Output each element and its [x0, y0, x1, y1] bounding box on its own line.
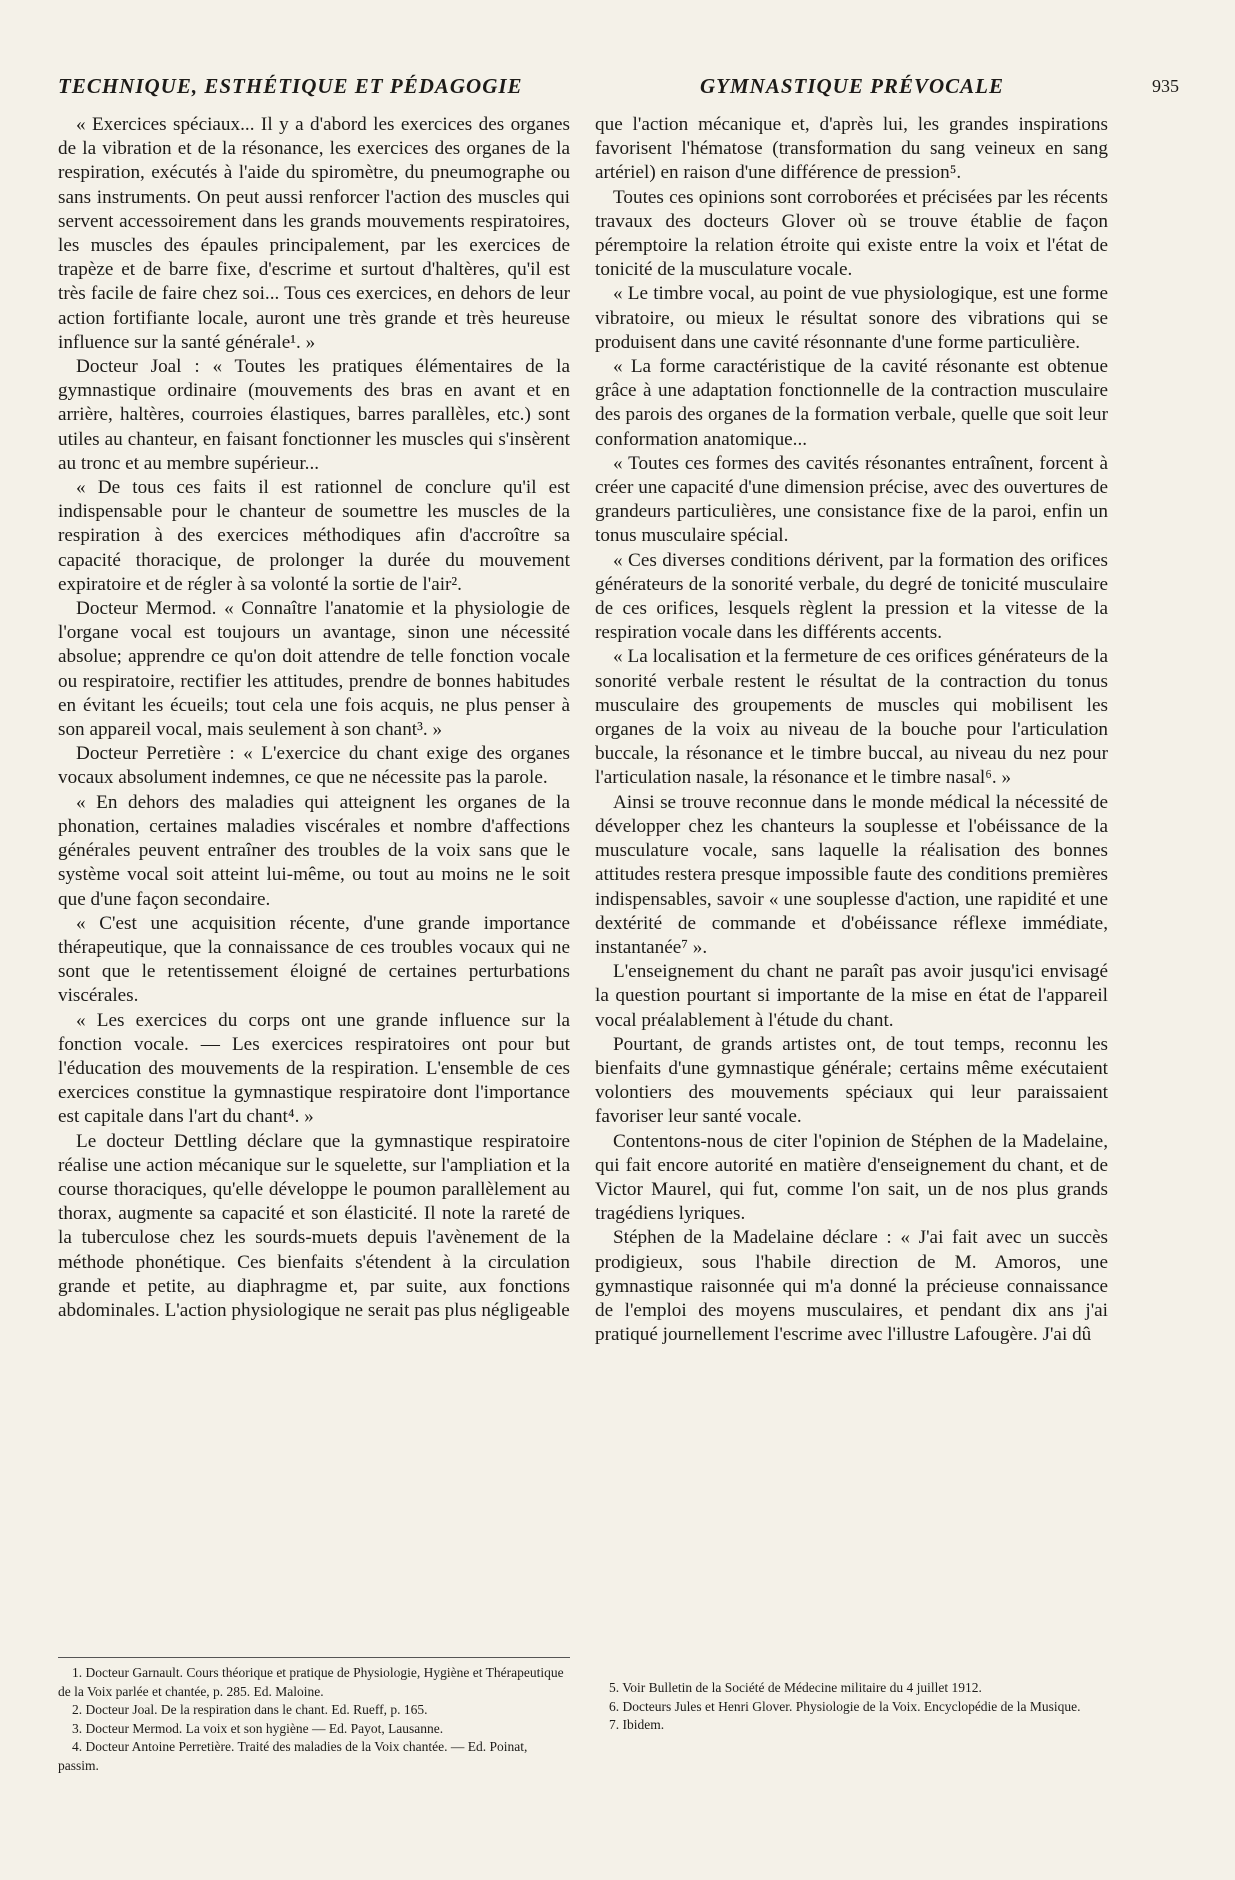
- paragraph: Docteur Mermod. « Connaître l'anatomie et la physiologie de l'organe vocal est toujours un avantage, sinon une nécessité absolue; apprendre ce qu'on doit attendre de telle fonction vocale ou respiratoire, rectifier les attitudes, prendre de bonnes habitudes en évitant les écueils; tout cela une fois acquis, ne plus penser à son appareil vocal, mais seulement à son chant³. »: [58, 598, 570, 741]
- paragraph: Toutes ces opinions sont corroborées et précisées par les récents travaux des docteurs Glover où se trouve établie de façon péremptoire la relation étroite qui existe entre la voix et l'état de tonicité de la musculature vocale.: [595, 186, 1108, 281]
- paragraph: « De tous ces faits il est rationnel de conclure qu'il est indispensable pour le chanteur de soumettre les muscles de la respiration à des exercices méthodiques afin d'accroître sa capacité thoracique, de prolonger la durée du mouvement expiratoire et de régler à sa volonté la sortie de l'air².: [58, 477, 570, 595]
- paragraph: Ainsi se trouve reconnue dans le monde médical la nécessité de développer chez les chanteurs la souplesse et l'obéissance de la musculature vocale, sans laquelle la réalisation des bonnes attitudes restera presque impossible faute des conditions premières indispensables, savoir « une souplesse d'action, une rapidité et une dextérité de commande et d'obéissance réflexe immédiate, instantanée⁷ ».: [595, 791, 1108, 958]
- footnote: 6. Docteurs Jules et Henri Glover. Physiologie de la Voix. Encyclopédie de la Musique.: [609, 1698, 1081, 1714]
- paragraph: « En dehors des maladies qui atteignent les organes de la phonation, certaines maladies viscérales et nombre d'affections générales peuvent entraîner des troubles de la voix sans que le système vocal soit atteint lui-même, ou tout au moins ne le soit que d'une façon secondaire.: [58, 791, 570, 910]
- footnote: 4. Docteur Antoine Perretière. Traité des maladies de la Voix chantée. — Ed. Poinat, passim.: [58, 1739, 528, 1773]
- paragraph: Le docteur Dettling déclare que la gymnastique respiratoire réalise une action mécanique sur le squelette, sur l'ampliation et la course thoraciques, qu'elle développe le poumon parallèlement au thorax, augmente sa capacité et son élasticité. Il note la rareté de la tuberculose chez les sourds-muets depuis l'avènement de la méthode phonétique. Ces bienfaits s'étendent à la circulation grande et petite, au diaphragme et, par suite, aux fonctions abdominales. L'action physiologique ne serait pas plus négligeable: [58, 1130, 570, 1321]
- page-number: 935: [1152, 76, 1179, 96]
- paragraph: « C'est une acquisition récente, d'une grande importance thérapeutique, que la connaissance de ces troubles vocaux qui ne sont que le retentissement éloigné de certaines perturbations viscérales.: [58, 912, 570, 1007]
- paragraph: « La localisation et la fermeture de ces orifices générateurs de la sonorité verbale restent le résultat de la contraction du tonus musculaire des groupements de muscles qui mobilisent les organes de la voix au niveau de la bouche pour l'articulation buccale, la résonance et le timbre buccal, au niveau du nez pour l'articulation nasale, la résonance et le timbre nasal⁶. »: [595, 646, 1108, 789]
- footnote: 5. Voir Bulletin de la Société de Médecine militaire du 4 juillet 1912.: [609, 1680, 982, 1695]
- footnote: 3. Docteur Mermod. La voix et son hygiène — Ed. Payot, Lausanne.: [72, 1720, 444, 1736]
- paragraph: « Le timbre vocal, au point de vue physiologique, est une forme vibratoire, ou mieux le résultat sonore des vibrations qui se produisent dans une cavité résonnante d'une forme particulière.: [595, 283, 1108, 353]
- paragraph: Stéphen de la Madelaine déclare : « J'ai fait avec un succès prodigieux, sous l'habile direction de M. Amoros, une gymnastique raisonnée qui m'a donné la précieuse connaissance de l'emploi des moyens musculaires, et pendant dix ans j'ai pratiqué journellement l'escrime avec l'illustre Lafougère. J'ai dû: [595, 1227, 1108, 1346]
- footnote: 1. Docteur Garnault. Cours théorique et pratique de Physiologie, Hygiène et Thérapeutique de la Voix parlée et chantée, p. 285. Ed. Maloine.: [58, 1665, 564, 1699]
- running-header-right: GYMNASTIQUE PRÉVOCALE: [700, 74, 1004, 98]
- footnote: 7. Ibidem.: [609, 1717, 665, 1732]
- right-column: [595, 113, 1108, 1347]
- paragraph: L'enseignement du chant ne paraît pas avoir jusqu'ici envisagé la question pourtant si importante de la mise en état de l'appareil vocal préalablement à l'étude du chant.: [595, 961, 1108, 1031]
- paragraph: Contentons-nous de citer l'opinion de Stéphen de la Madelaine, qui fait encore autorité en matière d'enseignement du chant, et de Victor Maurel, qui fut, comme l'on sait, un de nos plus grands tragédiens lyriques.: [595, 1130, 1108, 1225]
- running-header-left: TECHNIQUE, ESTHÉTIQUE ET PÉDAGOGIE: [58, 74, 523, 98]
- paragraph: Docteur Perretière : « L'exercice du chant exige des organes vocaux absolument indemnes, ce que ne nécessite pas la parole.: [58, 743, 570, 789]
- paragraph: « Ces diverses conditions dérivent, par la formation des orifices générateurs de la sonorité verbale, du degré de tonicité musculaire de ces orifices, lesquels règlent la pression et la vitesse de la respiration vocale dans les différents accents.: [595, 549, 1108, 644]
- paragraph: « Les exercices du corps ont une grande influence sur la fonction vocale. — Les exercices respiratoires ont pour but l'éducation des mouvements de la respiration. L'ensemble de ces exercices constitue la gymnastique respiratoire dont l'importance est capitale dans l'art du chant⁴. »: [58, 1009, 570, 1128]
- paragraph: que l'action mécanique et, d'après lui, les grandes inspirations favorisent l'hématose (transformation du sang veineux en sang artériel) en raison d'une différence de pression⁵.: [595, 114, 1108, 184]
- footnotes-left: [58, 1657, 570, 1775]
- footnote: 2. Docteur Joal. De la respiration dans le chant. Ed. Rueff, p. 165.: [72, 1702, 428, 1717]
- paragraph: « La forme caractéristique de la cavité résonante est obtenue grâce à une adaptation fonctionnelle de la contraction musculaire des parois des organes de la formation verbale, quelle que soit leur conformation anatomique...: [595, 356, 1108, 450]
- paragraph: Docteur Joal : « Toutes les pratiques élémentaires de la gymnastique ordinaire (mouvements des bras en avant et en arrière, haltères, courroies élastiques, barres parallèles, etc.) sont utiles au chanteur, en faisant fonctionner les muscles qui s'insèrent au tronc et au membre supérieur...: [58, 356, 570, 474]
- running-header: [58, 74, 1179, 106]
- paragraph: « Exercices spéciaux... Il y a d'abord les exercices des organes de la vibration et de la résonance, les exercices des organes de la respiration, exécutés à l'aide du spiromètre, du pneumographe ou sans instruments. On peut aussi renforcer l'action des muscles qui servent accessoirement dans les grands mouvements respiratoires, les muscles des épaules principalement, par les exercices de trapèze et de barre fixe, d'escrime et surtout d'haltères, qu'il est très facile de faire chez soi... Tous ces exercices, en dehors de leur action fortifiante locale, auront une très grande et très heureuse influence sur la santé générale¹. »: [58, 114, 570, 353]
- footnotes-right: [595, 1679, 1108, 1735]
- paragraph: « Toutes ces formes des cavités résonantes entraînent, forcent à créer une capacité d'une dimension précise, avec des ouvertures de grandeurs particulières, une consistance fixe de la paroi, enfin un tonus musculaire spécial.: [595, 452, 1108, 547]
- paragraph: Pourtant, de grands artistes ont, de tout temps, reconnu les bienfaits d'une gymnastique générale; certains même exécutaient volontiers des mouvements spéciaux qui leur paraissaient favoriser leur santé vocale.: [595, 1033, 1108, 1128]
- left-column: [58, 113, 570, 1323]
